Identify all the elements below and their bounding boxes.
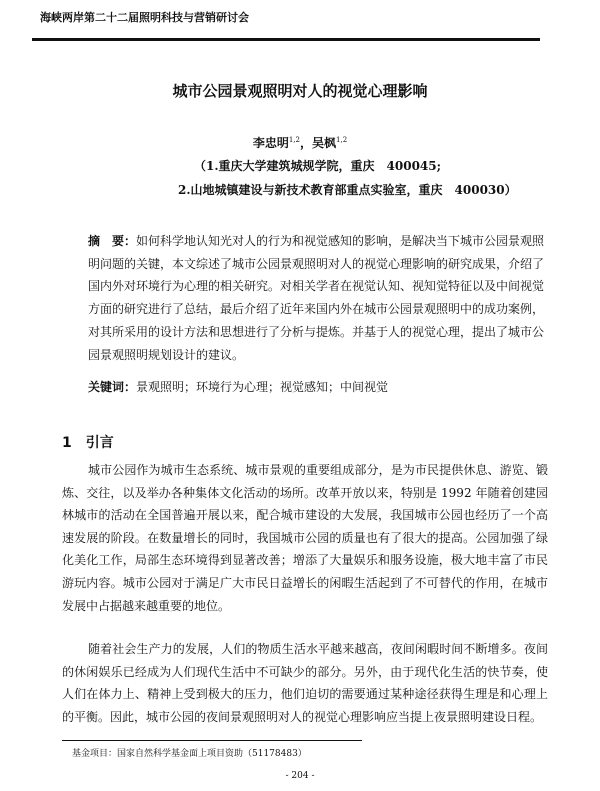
affiliation-2: 2.山地城镇建设与新技术教育部重点实验室，重庆 400030） bbox=[178, 183, 517, 197]
body-paragraph: 随着社会生产力的发展，人们的物质生活水平越来越高，夜间闲暇时间不断增多。夜间的休闲娱乐已经成为人们现代生活中不可缺少的部分。另外，由于现代化生活的快节奏，使人们在体力上、精神上受到极大的压力，他们迫切的需要通过某种途径获得生理是和心理上的平衡。因此，城市公园的夜间景观照明对人的视觉心理影响应当提上夜景照明建设日程。 bbox=[62, 642, 548, 724]
abstract-label: 摘 要： bbox=[88, 234, 137, 248]
running-header: 海峡两岸第二十二届照明科技与营销研讨会 bbox=[40, 11, 249, 24]
author-separator: ， bbox=[299, 136, 312, 150]
section-title: 引言 bbox=[85, 435, 114, 451]
author-line bbox=[0, 134, 600, 151]
abstract-text: 如何科学地认知光对人的行为和视觉感知的影响，是解决当下城市公园景观照明问题的关键，本文综述了城市公园景观照明对人的视觉心理影响的研究成果，介绍了国内外对环境行为心理的相关研究。对相关学者在视觉认知、视知觉特征以及中间视觉方面的研究进行了总结，最后介绍了近年来国内外在城市公园景观照明中的成功案例，对其所采用的设计方法和思想进行了分析与提炼。并基于人的视觉心理，提出了城市公园景观照明规划设计的建议。 bbox=[88, 234, 545, 362]
body-paragraph: 城市公园作为城市生态系统、城市景观的重要组成部分，是为市民提供休息、游览、锻炼、交往，以及举办各种集体文化活动的场所。改革开放以来，特别是 1992 年随着创建园林城市的活动在全国普遍开展以来，配合城市建设的大发展，我国城市公园也经历了一个高速发展的阶段。在数量增长的同时，我国城市公园的质量也有了很大的提高。公园加强了绿化美化工作，局部生态环境得到显著改善；增添了大量娱乐和服务设施，极大地丰富了市民游玩内容。城市公园对于满足广大市民日益增长的闲暇生活起到了不可替代的作用，在城市发展中占据越来越重要的地位。 bbox=[62, 463, 548, 613]
paper-title: 城市公园景观照明对人的视觉心理影响 bbox=[172, 82, 428, 100]
affiliation-1: （1.重庆大学建筑城规学院，重庆 400045; bbox=[194, 159, 442, 173]
keywords bbox=[88, 378, 548, 395]
section-heading bbox=[62, 432, 114, 452]
keywords-label: 关键词： bbox=[88, 380, 137, 394]
author-name: 吴枫 bbox=[312, 136, 337, 150]
section-number: 1 bbox=[62, 435, 72, 451]
keywords-text: 景观照明；环境行为心理；视觉感知；中间视觉 bbox=[136, 380, 389, 394]
funding-footnote: 基金项目：国家自然科学基金面上项目资助（51178483） bbox=[72, 749, 307, 759]
author-affiliation-mark: 1,2 bbox=[336, 136, 348, 144]
page-number: - 204 - bbox=[285, 771, 315, 781]
author-affiliation-mark: 1,2 bbox=[288, 136, 300, 144]
footnote-rule bbox=[62, 740, 362, 741]
author-name: 李忠明 bbox=[252, 136, 289, 150]
abstract bbox=[88, 230, 548, 366]
header-rule bbox=[32, 38, 540, 41]
